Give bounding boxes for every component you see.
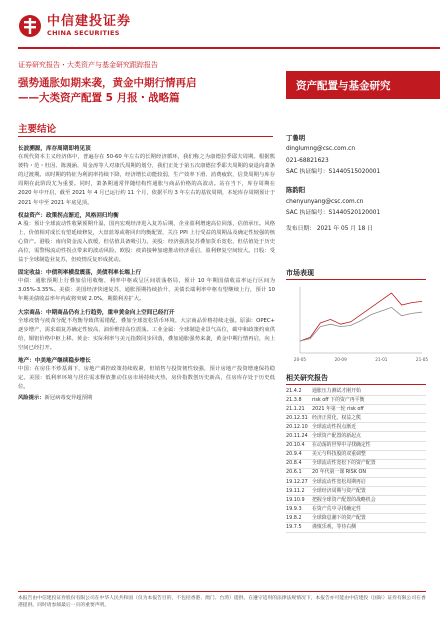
body-paragraph: A 股：预计全球流动性收紧预期升温，国内宏观经济进入复苏后期，企业盈利增速高位回落，估值承压。风格上，价值相对成长有望延续修复，大盘蓝筹或将回归均衡配置，关注 PPI 上行受益的周期品及确定性较强的核心资产。港股：南向资金流入放缓，但估值具备吸引力。美股：经济强劲复苏叠加货币宽松，但估值处于历史高位，需警惕流动性拐点带来的波动风险。欧股：疫苗接种加速推动经济重启，盈利修复空间较大。日股：受益于全球制造业复苏，但疫情反复形成扰动。 [18,220,275,264]
subsection-heading: 大宗商品：中期商品仍有上行趋势，重申黄金向上空间已经打开 [18,309,175,316]
related-report-title: 全球经济周期与资产配置 [312,487,366,494]
headline-line-1: 强势通胀如期来袭，黄金中期行情再启 [18,77,197,89]
related-report-date: 21.4.2 [286,387,302,394]
x-tick-label: 21-01 [375,357,388,362]
category-banner: 资产配置与基金研究 [286,71,440,99]
related-report-row[interactable] [286,469,426,478]
related-report-date: 19.11.2 [286,487,305,494]
related-report-title: 把握全球资产配置的战略机会 [312,496,376,503]
subsection-heading: 长波溯源，库存周期即将见顶 [18,146,91,152]
series-line [300,293,422,341]
related-report-title: 通胀压力测试才刚开始 [312,387,361,394]
brand-logo-icon [18,14,42,38]
related-report-title: 20 年代第一课 RISK ON [312,469,367,476]
related-report-date: 19.9.3 [286,505,302,512]
footer-divider [18,591,426,592]
related-report-title: 在动荡的世界中寻找确定性 [312,442,371,449]
related-report-row[interactable] [286,423,426,432]
related-report-date: 19.10.9 [286,496,305,503]
related-report-title: 2021 年第一轮 risk off [312,405,364,412]
related-report-row[interactable] [286,405,426,414]
body-paragraph: 中国：在房住不炒基调下，房地产调控政策持续收紧，但销售与投资韧性较强，预计房地产投资增速保持稳定。美国：低利率环境与居住需求释放推动住房市场持续火热，房价指数创历史新高，住房库存处于历史低位。 [18,365,275,391]
brand-name-en: CHINA SECURITIES [47,29,120,38]
section-title: 主要结论 [18,124,57,135]
x-tick-label: 20-09 [334,357,347,362]
related-report-title: risk off 下的资产再平衡 [312,396,365,403]
author-block [286,132,426,219]
x-tick-label: 21-05 [415,357,429,362]
related-report-date: 21.1.21 [286,405,305,412]
publish-date: 发布日期： 2021 年 05 月 18 日 [286,226,373,233]
related-divider [286,384,426,385]
related-report-title: 全球资产配置的新起点 [312,433,361,440]
related-report-date: 20.11.24 [286,433,308,440]
author-name: 丁鲁明 [286,134,306,142]
related-report-title: 美元与科技股的双重调整 [312,451,366,458]
author-phone: 021-68821623 [286,157,329,164]
related-report-date: 20.8.4 [286,460,302,467]
subsection-heading: 固定收益：中债利率横盘震荡，美债利率长端上行 [18,270,142,277]
related-report-title: 经济正常化，权益之熊 [312,414,361,421]
chart-title: 市场表现 [286,269,314,277]
section-divider [18,136,273,137]
related-report-date: 20.10.4 [286,442,305,449]
related-report-date: 21.3.8 [286,396,302,403]
related-report-title: 谨慎乐观，等待右侧 [312,524,357,530]
report-series: 证券研究报告・大类资产与基金研究跟踪报告 [18,61,158,69]
disclaimer: 本报告由中信建投证券股份有限公司在中华人民共和国（仅为本报告目的，不包括香港、澳门、台湾）提供。在遵守适用的法律法规情况下，本报告亦可能由中信建投（国际）证券有限公司在香港提供。同时请参阅最后一页的重要声明。 [18,596,426,609]
related-report-row[interactable] [286,523,426,532]
market-chart-svg [286,283,429,363]
author-license: SAC 执证编号：S1440520120001 [286,210,381,217]
related-report-row[interactable] [286,487,426,496]
report-headline [18,76,273,106]
related-report-row[interactable] [286,514,426,523]
brand-logo [18,14,131,38]
related-report-date: 20.12.10 [286,423,308,430]
risk-note [18,394,275,402]
related-report-title: 全球流动性拐点渐近 [312,423,357,430]
subsection-heading: 地产：中美地产继续稳步增长 [18,357,91,364]
series-line [300,307,422,341]
related-report-row[interactable] [286,451,426,460]
brand-name-cn: 中信建投证券 [47,14,132,30]
related-report-date: 19.12.27 [286,478,308,485]
risk-text: 新冠病毒变异超预期 [44,395,93,402]
author-email[interactable]: dinglumng@csc.com.cn [286,146,356,153]
related-report-title: 在资产荒中寻找确定性 [312,505,361,512]
body-paragraph: 在现代资本主义经济体中，普遍存在 50-60 年左右的长期经济循环，我们称之为康德拉季耶夫周期。根据熊彼特・范・杜因、陈漫涵、周金涛等人对康氏周期的划分，我们正处于第五次康德拉季耶夫周期的衰退向萧条的过渡期。该时期的特征为利润率持续下降，经济增长动能较弱，生产效率下滑、消费疲软，信贷周期与库存周期在此阶段尤为重要。同时，萧条期通常伴随结构性通胀与商品价格的高波动。站在当下，库存周期在 2020 年中开启，截至 2021 年 4 月已运行约 11 个月，依据平均 3 年左右的基钦周期，本轮库存周期预计于 2021 年中至 2021 年底见顶。 [18,154,275,206]
related-report-row[interactable] [286,387,426,396]
related-report-row[interactable] [286,460,426,469]
related-report-title: 全球流动性宽松周期再启 [312,478,366,485]
x-tick-label: 20-05 [293,357,307,362]
related-list [286,387,426,533]
related-report-date: 20.12.31 [286,414,308,421]
author-email[interactable]: chenyunyang@csc.com.cn [286,198,364,205]
risk-label: 风险提示： [18,395,45,402]
header-divider [18,47,440,49]
body-paragraph: 全球疫情与疫苗分配不均衡导致供需错配，叠加全球宽松货币环境，大宗商品价格持续走强。原油：OPEC+ 逐步增产，需求端复苏确定性较高，油价维持高位震荡。工业金属：全球制造业景气高位，碳中和政策约束供给，铜铝价格中枢上移。黄金：实际利率与美元指数同步回落，叠加通胀强势来袭，黄金中期行情再启，向上空间已经打开。 [18,317,275,351]
related-report-row[interactable] [286,396,426,405]
author-name: 陈韵阳 [286,186,306,195]
related-title: 相关研究报告 [286,374,328,382]
related-report-row[interactable] [286,505,426,514]
related-report-row[interactable] [286,414,426,423]
related-report-date: 19.8.2 [286,514,302,521]
related-report-title: 全球流动性宽松下的资产配置 [312,460,376,467]
related-report-date: 20.9.4 [286,451,302,458]
author-license: SAC 执证编号：S1440515020001 [286,169,381,176]
main-content [18,141,275,403]
related-report-row[interactable] [286,478,426,487]
related-report-row[interactable] [286,442,426,451]
related-report-date: 20.6.1 [286,469,302,476]
market-chart [286,283,429,363]
headline-line-2: ——大类资产配置 5 月报・战略篇 [18,92,180,105]
related-report-row[interactable] [286,496,426,505]
subsection-heading: 权益资产：政策拐点渐近，风格回归均衡 [18,212,119,219]
author-sidebar [286,132,426,232]
chart-divider [286,279,426,280]
body-paragraph: 中债：通胀预期上行叠加信用收缩，利率中枢或呈区间震荡格局，预计 10 年期国债收益率运行区间为 3.05%-3.35%。美债：美国经济快速复苏，通胀预期持续抬升，美债长端利率中枢有望继续上行，预计 10 年期美债收益率年内或将突破 2.0%，期限利差扩大。 [18,278,275,303]
related-report-date: 19.7.5 [286,524,302,530]
related-report-title: 全球降息潮下的资产配置 [312,514,366,521]
related-report-row[interactable] [286,432,426,441]
